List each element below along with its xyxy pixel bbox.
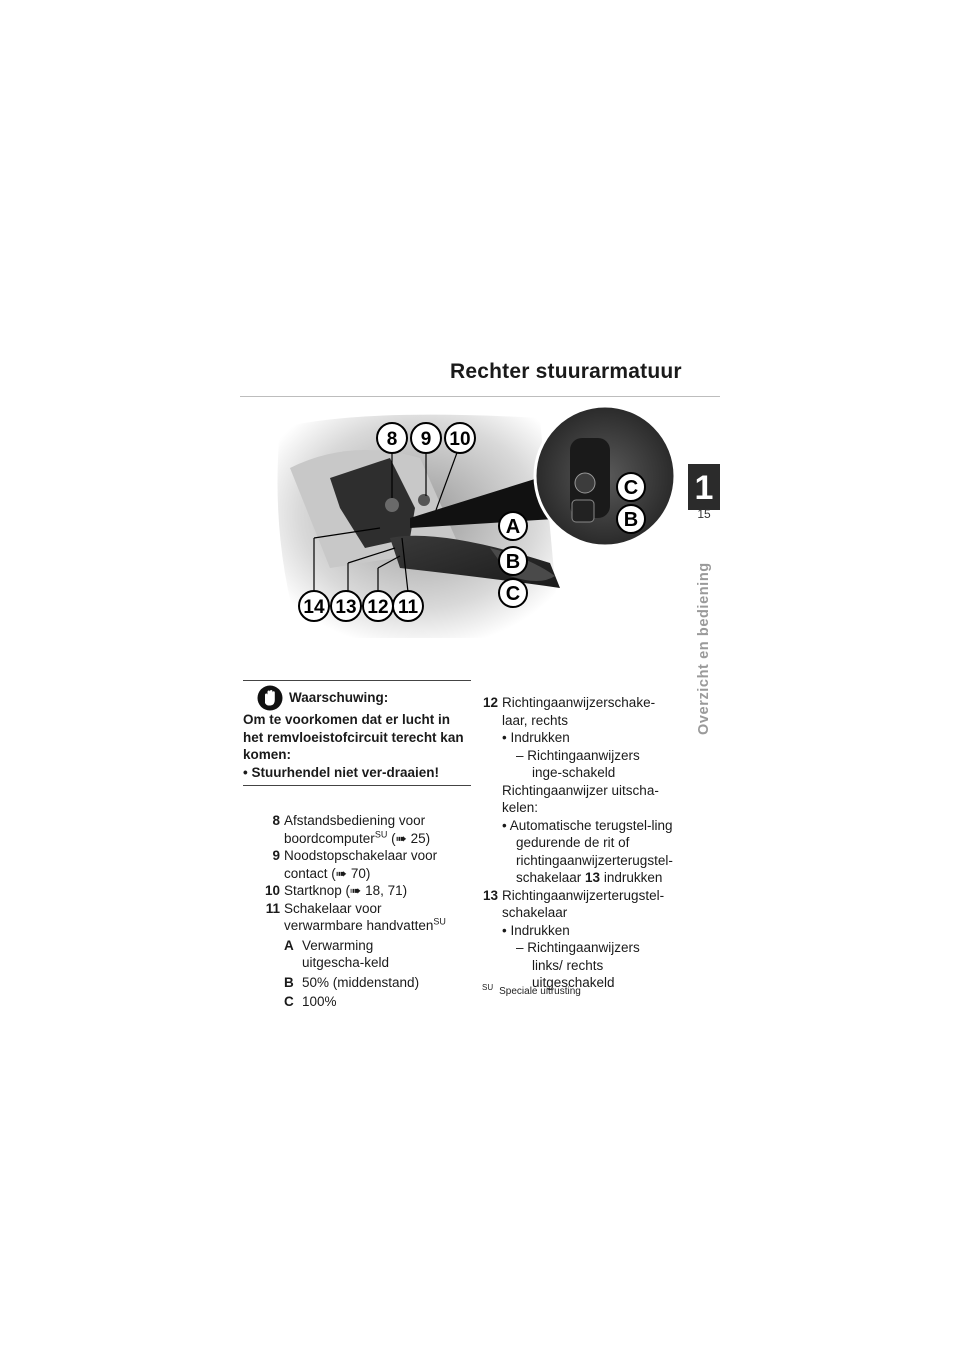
item-list-right bbox=[450, 694, 690, 992]
list-item-12: 12 Richtingaanwijzerschake-laar, rechts • Indrukken – Richtingaanwijzers inge-schakeld Richtingaanwijzer uitscha-kelen: • Automatische terugstel-ling gedurende de rit of richtingaanwijzerterugstel-schakelaar 13 indrukken bbox=[482, 695, 673, 885]
list-item-13: 13 Richtingaanwijzerterugstel-schakelaar • Indrukken – Richtingaanwijzers links/ rechts uitgeschakeld bbox=[482, 887, 665, 990]
list-item-8: 8 Afstandsbediening voor boordcomputer$^{SU}$ (➠ 25) bbox=[272, 813, 431, 846]
handlebar-controls-photo bbox=[240, 398, 720, 648]
list-item-10: 10 Startknop (➠ 18, 71) bbox=[264, 883, 408, 898]
button-9 bbox=[418, 494, 430, 506]
button-8 bbox=[385, 498, 399, 512]
callout-9: 9 bbox=[420, 429, 432, 450]
section-side-label bbox=[696, 545, 716, 735]
chapter-tab: 1 bbox=[688, 464, 720, 510]
item-list-left bbox=[232, 812, 472, 1011]
stop-hand-icon bbox=[257, 685, 283, 711]
page-number: 15 bbox=[697, 507, 711, 521]
list-subitem-b: B 50% (middenstand) bbox=[284, 974, 420, 990]
inset-callout-c: C bbox=[623, 477, 639, 499]
callout-a: A bbox=[505, 516, 521, 538]
callout-c: C bbox=[505, 583, 521, 605]
callout-11: 11 bbox=[397, 597, 419, 618]
callout-14: 14 bbox=[303, 597, 325, 618]
section-title: Overzicht en bediening bbox=[696, 562, 712, 735]
warning-heading: Waarschuwing: bbox=[289, 690, 389, 706]
list-item-11: 11 Schakelaar voor verwarmbare handvatten$^{SU}$ bbox=[265, 900, 446, 933]
list-subitem-a: A Verwarming uitgescha-keld bbox=[284, 937, 390, 970]
title-divider bbox=[240, 396, 720, 397]
callout-12: 12 bbox=[367, 597, 389, 618]
warning-text: Om te voorkomen dat er lucht in het remvloeistofcircuit terecht kan komen: bbox=[243, 712, 464, 762]
footnote: $^{SU}$ Speciale uitrusting bbox=[482, 982, 581, 997]
list-item-9: 9 Noodstopschakelaar voor contact (➠ 70) bbox=[272, 848, 438, 881]
callout-13: 13 bbox=[335, 597, 357, 618]
callout-8: 8 bbox=[386, 429, 398, 450]
list-subitem-c: C 100% bbox=[284, 994, 337, 1009]
inset-callout-b: B bbox=[623, 509, 639, 531]
warning-box bbox=[243, 680, 471, 786]
page-title: Rechter stuurarmatuur bbox=[450, 360, 682, 383]
callout-b: B bbox=[505, 551, 521, 573]
warning-bullet: • Stuurhendel niet ver-draaien! bbox=[243, 764, 440, 780]
callout-10: 10 bbox=[449, 429, 471, 450]
